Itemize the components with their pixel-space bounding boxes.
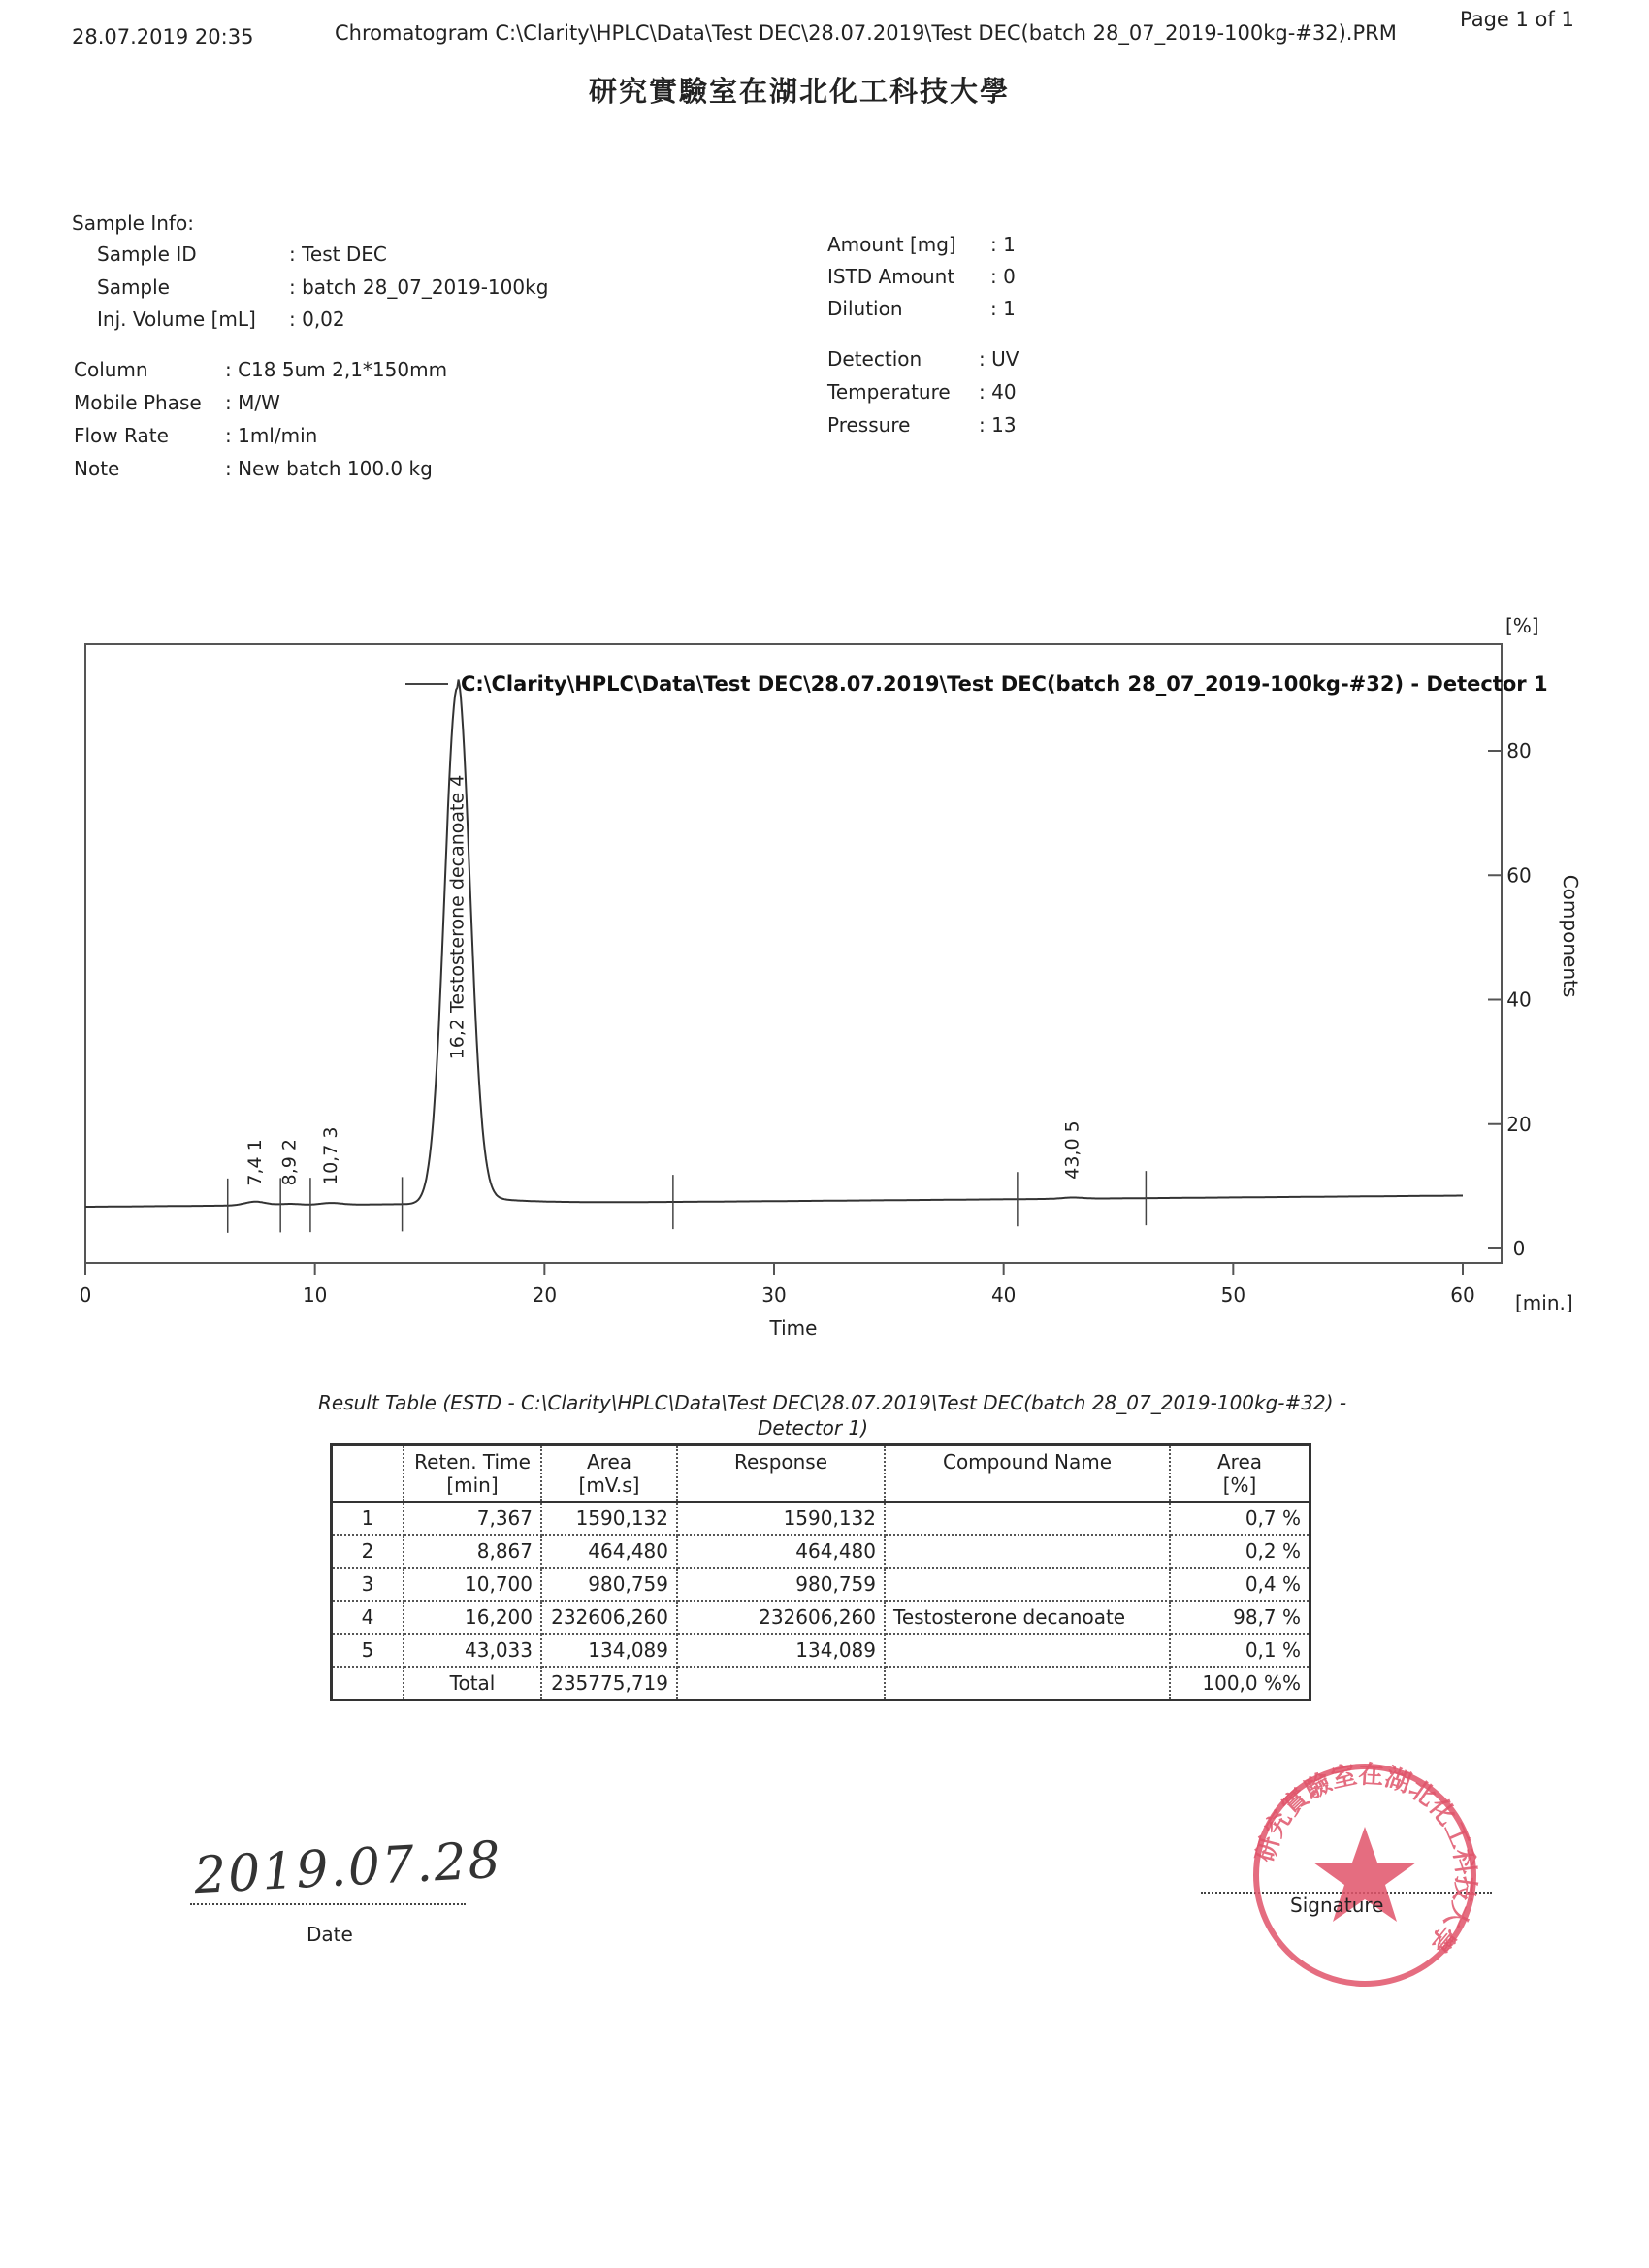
cell-compound [885,1535,1170,1568]
y-tick-label: 60 [1506,863,1532,888]
field-value: : 1 [990,297,1016,320]
cell-compound: Testosterone decanoate [885,1601,1170,1634]
col-label: Area [1216,1450,1263,1474]
col-label: Reten. Time [414,1450,531,1474]
official-stamp-icon [1244,1754,1486,1996]
field-label: Dilution [827,297,903,320]
col-area-pct [1170,1445,1310,1503]
field-label: Inj. Volume [mL] [97,308,256,331]
field-value: : New batch 100.0 kg [225,457,433,480]
field-value: : C18 5um 2,1*150mm [225,358,448,381]
cell-response: 464,480 [677,1535,885,1568]
field-value: : 1ml/min [225,424,318,447]
cell-response: 980,759 [677,1568,885,1601]
col-response [677,1445,885,1503]
cell-area: 134,089 [541,1634,677,1667]
col-reten-time [404,1445,541,1503]
table-row [332,1568,1310,1601]
cell-response: 134,089 [677,1634,885,1667]
table-row [332,1634,1310,1667]
result-table [330,1443,1311,1701]
x-tick-label: 50 [1220,1283,1246,1307]
col-unit: [min] [446,1474,499,1497]
cell-response: 1590,132 [677,1502,885,1535]
cell-compound [885,1634,1170,1667]
field-value: : batch 28_07_2019-100kg [289,275,549,299]
col-unit: [mV.s] [578,1474,640,1497]
field-value: : 1 [990,233,1016,256]
x-tick-label: 60 [1450,1283,1475,1307]
y-axis-label: Components [1559,874,1582,998]
report-datetime: 28.07.2019 20:35 [72,25,254,49]
result-caption-line2: Detector 1) [757,1416,869,1440]
date-label: Date [307,1923,353,1946]
x-axis-label: Time [769,1316,818,1339]
chromatogram-path: Chromatogram C:\Clarity\HPLC\Data\Test DEC\28.07.2019\Test DEC(batch 28_07_2019-100kg-#32).PRM [335,21,1397,45]
x-tick-label: 10 [302,1283,328,1307]
field-label: Sample ID [97,243,197,266]
table-total-row [332,1667,1310,1701]
cell-rt: 8,867 [404,1535,541,1568]
y-unit-label: [%] [1505,614,1539,637]
field-label: Column [74,358,148,381]
cell-compound [885,1568,1170,1601]
cell-rt: 43,033 [404,1634,541,1667]
field-value: : M/W [225,391,280,414]
handwritten-date: 2019.07.28 [192,1831,504,1906]
col-area [541,1445,677,1503]
cell-pct: 0,7 % [1170,1502,1310,1535]
col-label: Response [733,1450,828,1474]
cell-index: 4 [332,1601,404,1634]
cell-area: 980,759 [541,1568,677,1601]
peak-label: 10,7 3 [320,1126,342,1185]
peak-label: 8,9 2 [278,1138,301,1186]
cell-pct: 0,1 % [1170,1634,1310,1667]
cell-rt: 10,700 [404,1568,541,1601]
field-label: Mobile Phase [74,391,202,414]
signature-label: Signature [1290,1894,1384,1917]
lab-title: 研究實驗室在湖北化工科技大學 [589,75,1011,108]
cell-rt: 16,200 [404,1601,541,1634]
cell-total-area: 235775,719 [541,1667,677,1701]
cell-area: 464,480 [541,1535,677,1568]
y-tick-label: 0 [1512,1237,1526,1260]
cell-index [332,1667,404,1701]
result-caption-line1: Result Table (ESTD - C:\Clarity\HPLC\Data\Test DEC\28.07.2019\Test DEC(batch 28_07_2019-100kg-#32) - [318,1391,1347,1414]
page-number: Page 1 of 1 [1460,8,1574,31]
cell-index: 3 [332,1568,404,1601]
cell-area: 232606,260 [541,1601,677,1634]
cell-response [677,1667,885,1701]
col-label: Area [586,1450,632,1474]
cell-index: 1 [332,1502,404,1535]
x-tick-label: 30 [761,1283,787,1307]
chart-legend: C:\Clarity\HPLC\Data\Test DEC\28.07.2019\Test DEC(batch 28_07_2019-100kg-#32) - Detector 1 [461,672,1548,696]
field-value: : 0 [990,265,1016,288]
cell-pct: 0,4 % [1170,1568,1310,1601]
cell-compound [885,1502,1170,1535]
cell-total-label: Total [404,1667,541,1701]
chromatogram-trace [85,680,1463,1208]
field-label: ISTD Amount [827,265,955,288]
field-value: : 13 [979,413,1017,437]
table-row [332,1535,1310,1568]
field-value: : 0,02 [289,308,345,331]
cell-total-pct: 100,0 %% [1202,1671,1301,1695]
cell-area: 1590,132 [541,1502,677,1535]
col-index [332,1445,404,1503]
field-label: Detection [827,347,922,371]
field-label: Pressure [827,413,911,437]
field-label: Temperature [827,380,951,404]
cell-index: 2 [332,1535,404,1568]
x-tick-label: 0 [79,1283,92,1307]
sample-info-title: Sample Info: [72,211,194,235]
table-row [332,1601,1310,1634]
table-row [332,1502,1310,1535]
field-value: : 40 [979,380,1017,404]
col-unit: [%] [1222,1474,1257,1497]
peak-label: 16,2 Testosterone decanoate 4 [446,774,469,1060]
peak-label: 7,4 1 [244,1139,267,1186]
x-unit-label: [min.] [1515,1291,1573,1314]
peak-label: 43,0 5 [1061,1120,1083,1180]
col-label: Compound Name [942,1450,1113,1474]
x-tick-label: 40 [990,1283,1017,1307]
cell-index: 5 [332,1634,404,1667]
field-value: : UV [979,347,1019,371]
col-compound [885,1445,1170,1503]
cell-response: 232606,260 [677,1601,885,1634]
field-label: Note [74,457,120,480]
cell-compound [885,1667,1170,1701]
field-label: Amount [mg] [827,233,956,256]
stamp-text: 研究實驗室在湖北化工科技大學 [1250,1760,1480,1958]
y-tick-label: 40 [1506,988,1532,1012]
table-header-row [332,1445,1310,1503]
y-tick-label: 20 [1506,1112,1532,1136]
cell-rt: 7,367 [404,1502,541,1535]
field-label: Sample [97,275,170,299]
cell-pct: 98,7 % [1170,1601,1310,1634]
x-tick-label: 20 [532,1283,558,1307]
y-tick-label: 80 [1506,739,1532,762]
date-line [190,1903,466,1905]
cell-pct: 0,2 % [1170,1535,1310,1568]
field-value: : Test DEC [289,243,387,266]
field-label: Flow Rate [74,424,169,447]
